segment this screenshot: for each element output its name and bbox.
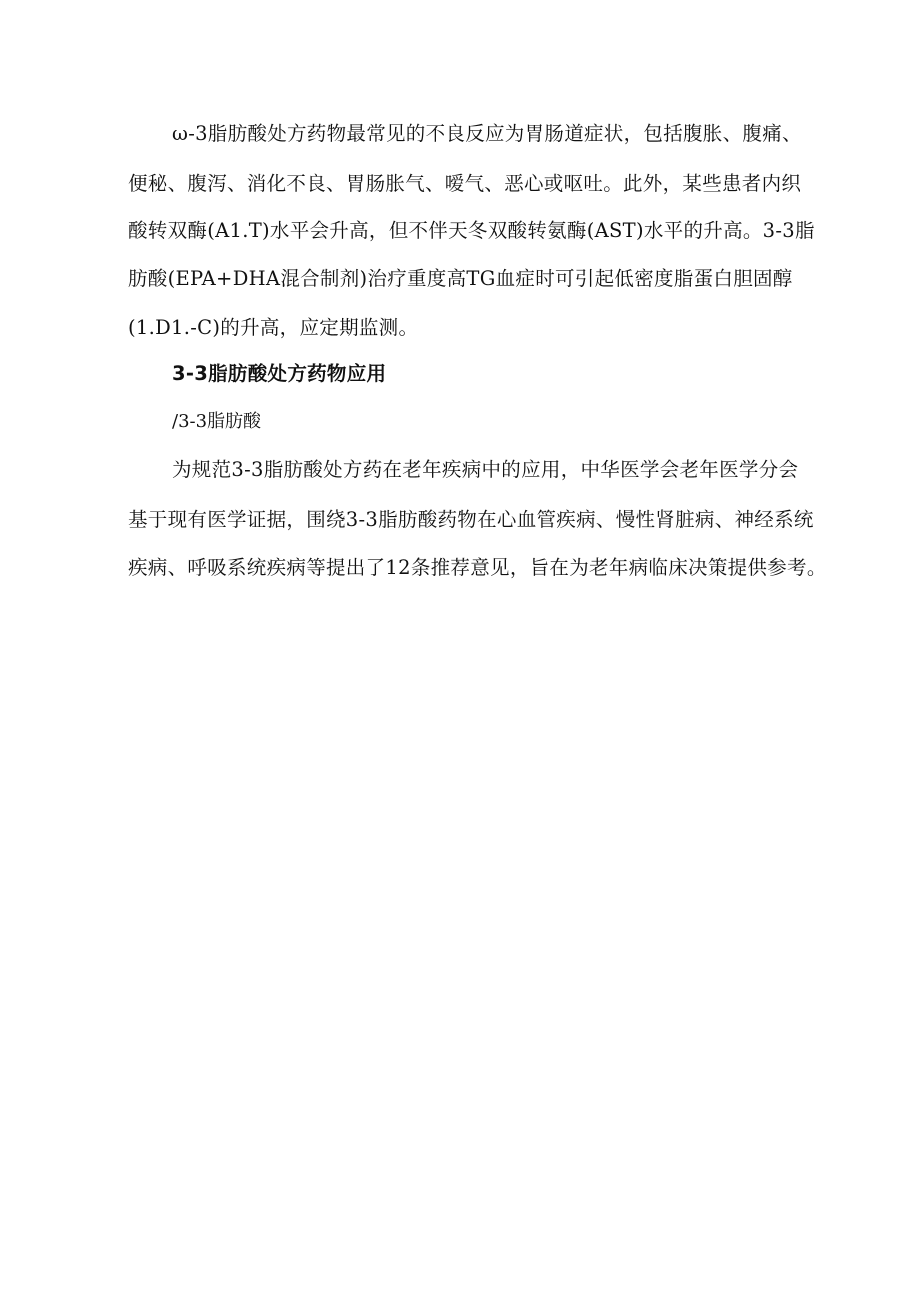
paragraph-1-line-5: (1.D1.-C)的升高，应定期监测。 — [128, 316, 419, 339]
subsection-heading: /3-3脂肪酸 — [172, 411, 262, 432]
paragraph-1-line-3: 酸转双酶(A1.T)水平会升高，但不伴天冬双酸转氨酶(AST)水平的升高。3-3脂 — [128, 219, 815, 242]
paragraph-1-line-2: 便秘、腹泻、消化不良、胃肠胀气、嗳气、恶心或呕吐。此外，某些患者内织 — [128, 172, 802, 195]
section-heading: 3-3脂肪酸处方药物应用 — [172, 362, 387, 385]
paragraph-2-line-1: 为规范3-3脂肪酸处方药在老年疾病中的应用，中华医学会老年医学分会 — [172, 458, 799, 481]
paragraph-2-line-2: 基于现有医学证据，围绕3-3脂肪酸药物在心血管疾病、慢性肾脏病、神经系统 — [128, 508, 814, 531]
paragraph-1-line-4: 肪酸(EPA+DHA混合制剂)治疗重度高TG血症时可引起低密度脂蛋白胆固醇 — [128, 267, 793, 290]
paragraph-2-line-3: 疾病、呼吸系统疾病等提出了12条推荐意见，旨在为老年病临床决策提供参考。 — [128, 556, 827, 579]
paragraph-1-line-1: ω-3脂肪酸处方药物最常见的不良反应为胃肠道症状，包括腹胀、腹痛、 — [172, 122, 802, 145]
